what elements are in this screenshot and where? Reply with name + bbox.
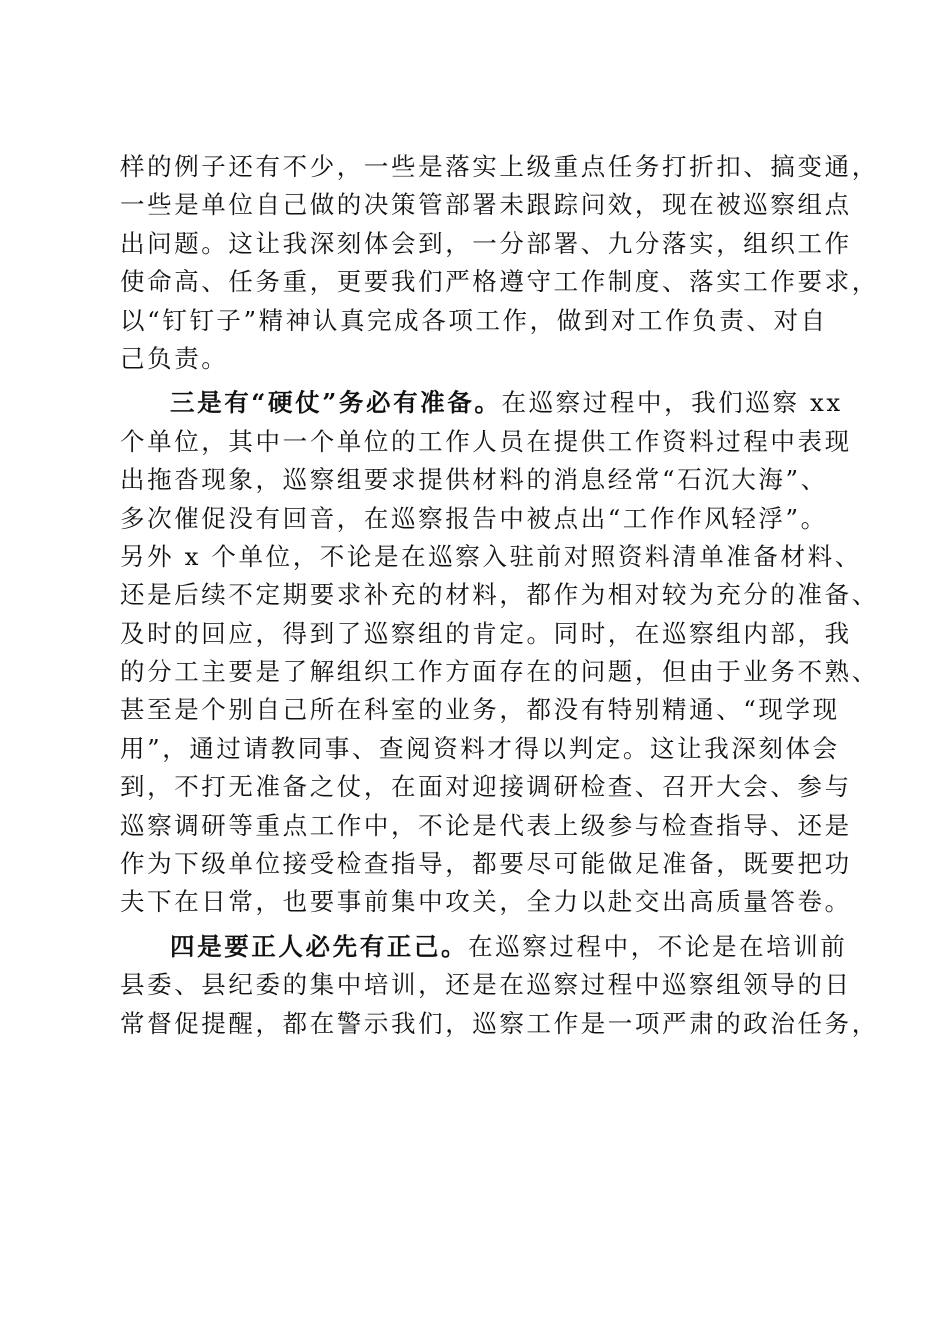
- text-line: 己负责。: [120, 343, 229, 373]
- text-line: 到，不打无准备之仗，在面对迎接调研检查、召开大会、参与: [120, 772, 852, 802]
- text-line: 的分工主要是了解组织工作方面存在的问题，但由于业务不熟、: [120, 657, 879, 687]
- text-line: 以“钉钉子”精神认真完成各项工作，做到对工作负责、对自: [120, 305, 828, 335]
- paragraph-3: [120, 928, 879, 1043]
- text-line: 县委、县纪委的集中培训，还是在巡察过程中巡察组领导的日: [120, 970, 852, 1000]
- text-line: 作为下级单位接受检查指导，都要尽可能做足准备，既要把功: [120, 849, 852, 879]
- text-line: 常督促提醒，都在警示我们，巡察工作是一项严肃的政治任务，: [120, 1008, 879, 1038]
- text-line: 一些是单位自己做的决策管部署未跟踪问效，现在被巡察组点: [120, 190, 852, 220]
- text-line: 另外 x 个单位，不论是在巡察入驻前对照资料清单准备材料、: [120, 541, 862, 571]
- text-line: [120, 384, 843, 422]
- text-line: 及时的回应，得到了巡察组的肯定。同时，在巡察组内部，我: [120, 618, 852, 648]
- heading-continuation: 在巡察过程中，我们巡察 xx: [501, 388, 843, 418]
- document-body: [120, 148, 879, 1043]
- text-line: [120, 928, 848, 966]
- text-line: 巡察调研等重点工作中，不论是代表上级参与检查指导、还是: [120, 810, 852, 840]
- heading-continuation: 在巡察过程中，不论是在培训前: [468, 931, 848, 961]
- paragraph-1: [120, 148, 879, 378]
- text-line: 还是后续不定期要求补充的材料，都作为相对较为充分的准备、: [120, 580, 879, 610]
- text-line: 使命高、任务重，更要我们严格遵守工作制度、落实工作要求，: [120, 267, 879, 297]
- text-line: 夫下在日常，也要事前集中攻关，全力以赴交出高质量答卷。: [120, 887, 852, 917]
- text-line: 出问题。这让我深刻体会到，一分部署、九分落实，组织工作: [120, 228, 852, 258]
- text-line: 出拖沓现象，巡察组要求提供材料的消息经常“石沉大海”、: [120, 465, 828, 495]
- paragraph-heading: 三是有“硬仗”务必有准备。: [170, 388, 502, 418]
- text-line: 甚至是个别自己所在科室的业务，都没有特别精通、“现学现: [120, 695, 840, 725]
- text-line: 个单位，其中一个单位的工作人员在提供工作资料过程中表现: [120, 426, 852, 456]
- text-line: 用”，通过请教同事、查阅资料才得以判定。这让我深刻体会: [120, 733, 840, 763]
- text-line: 样的例子还有不少，一些是落实上级重点任务打折扣、搞变通，: [120, 152, 879, 181]
- text-line: 多次催促没有回音，在巡察报告中被点出“工作作风轻浮”。: [120, 503, 828, 533]
- paragraph-2: [120, 384, 879, 921]
- paragraph-heading: 四是要正人必先有正己。: [170, 931, 469, 961]
